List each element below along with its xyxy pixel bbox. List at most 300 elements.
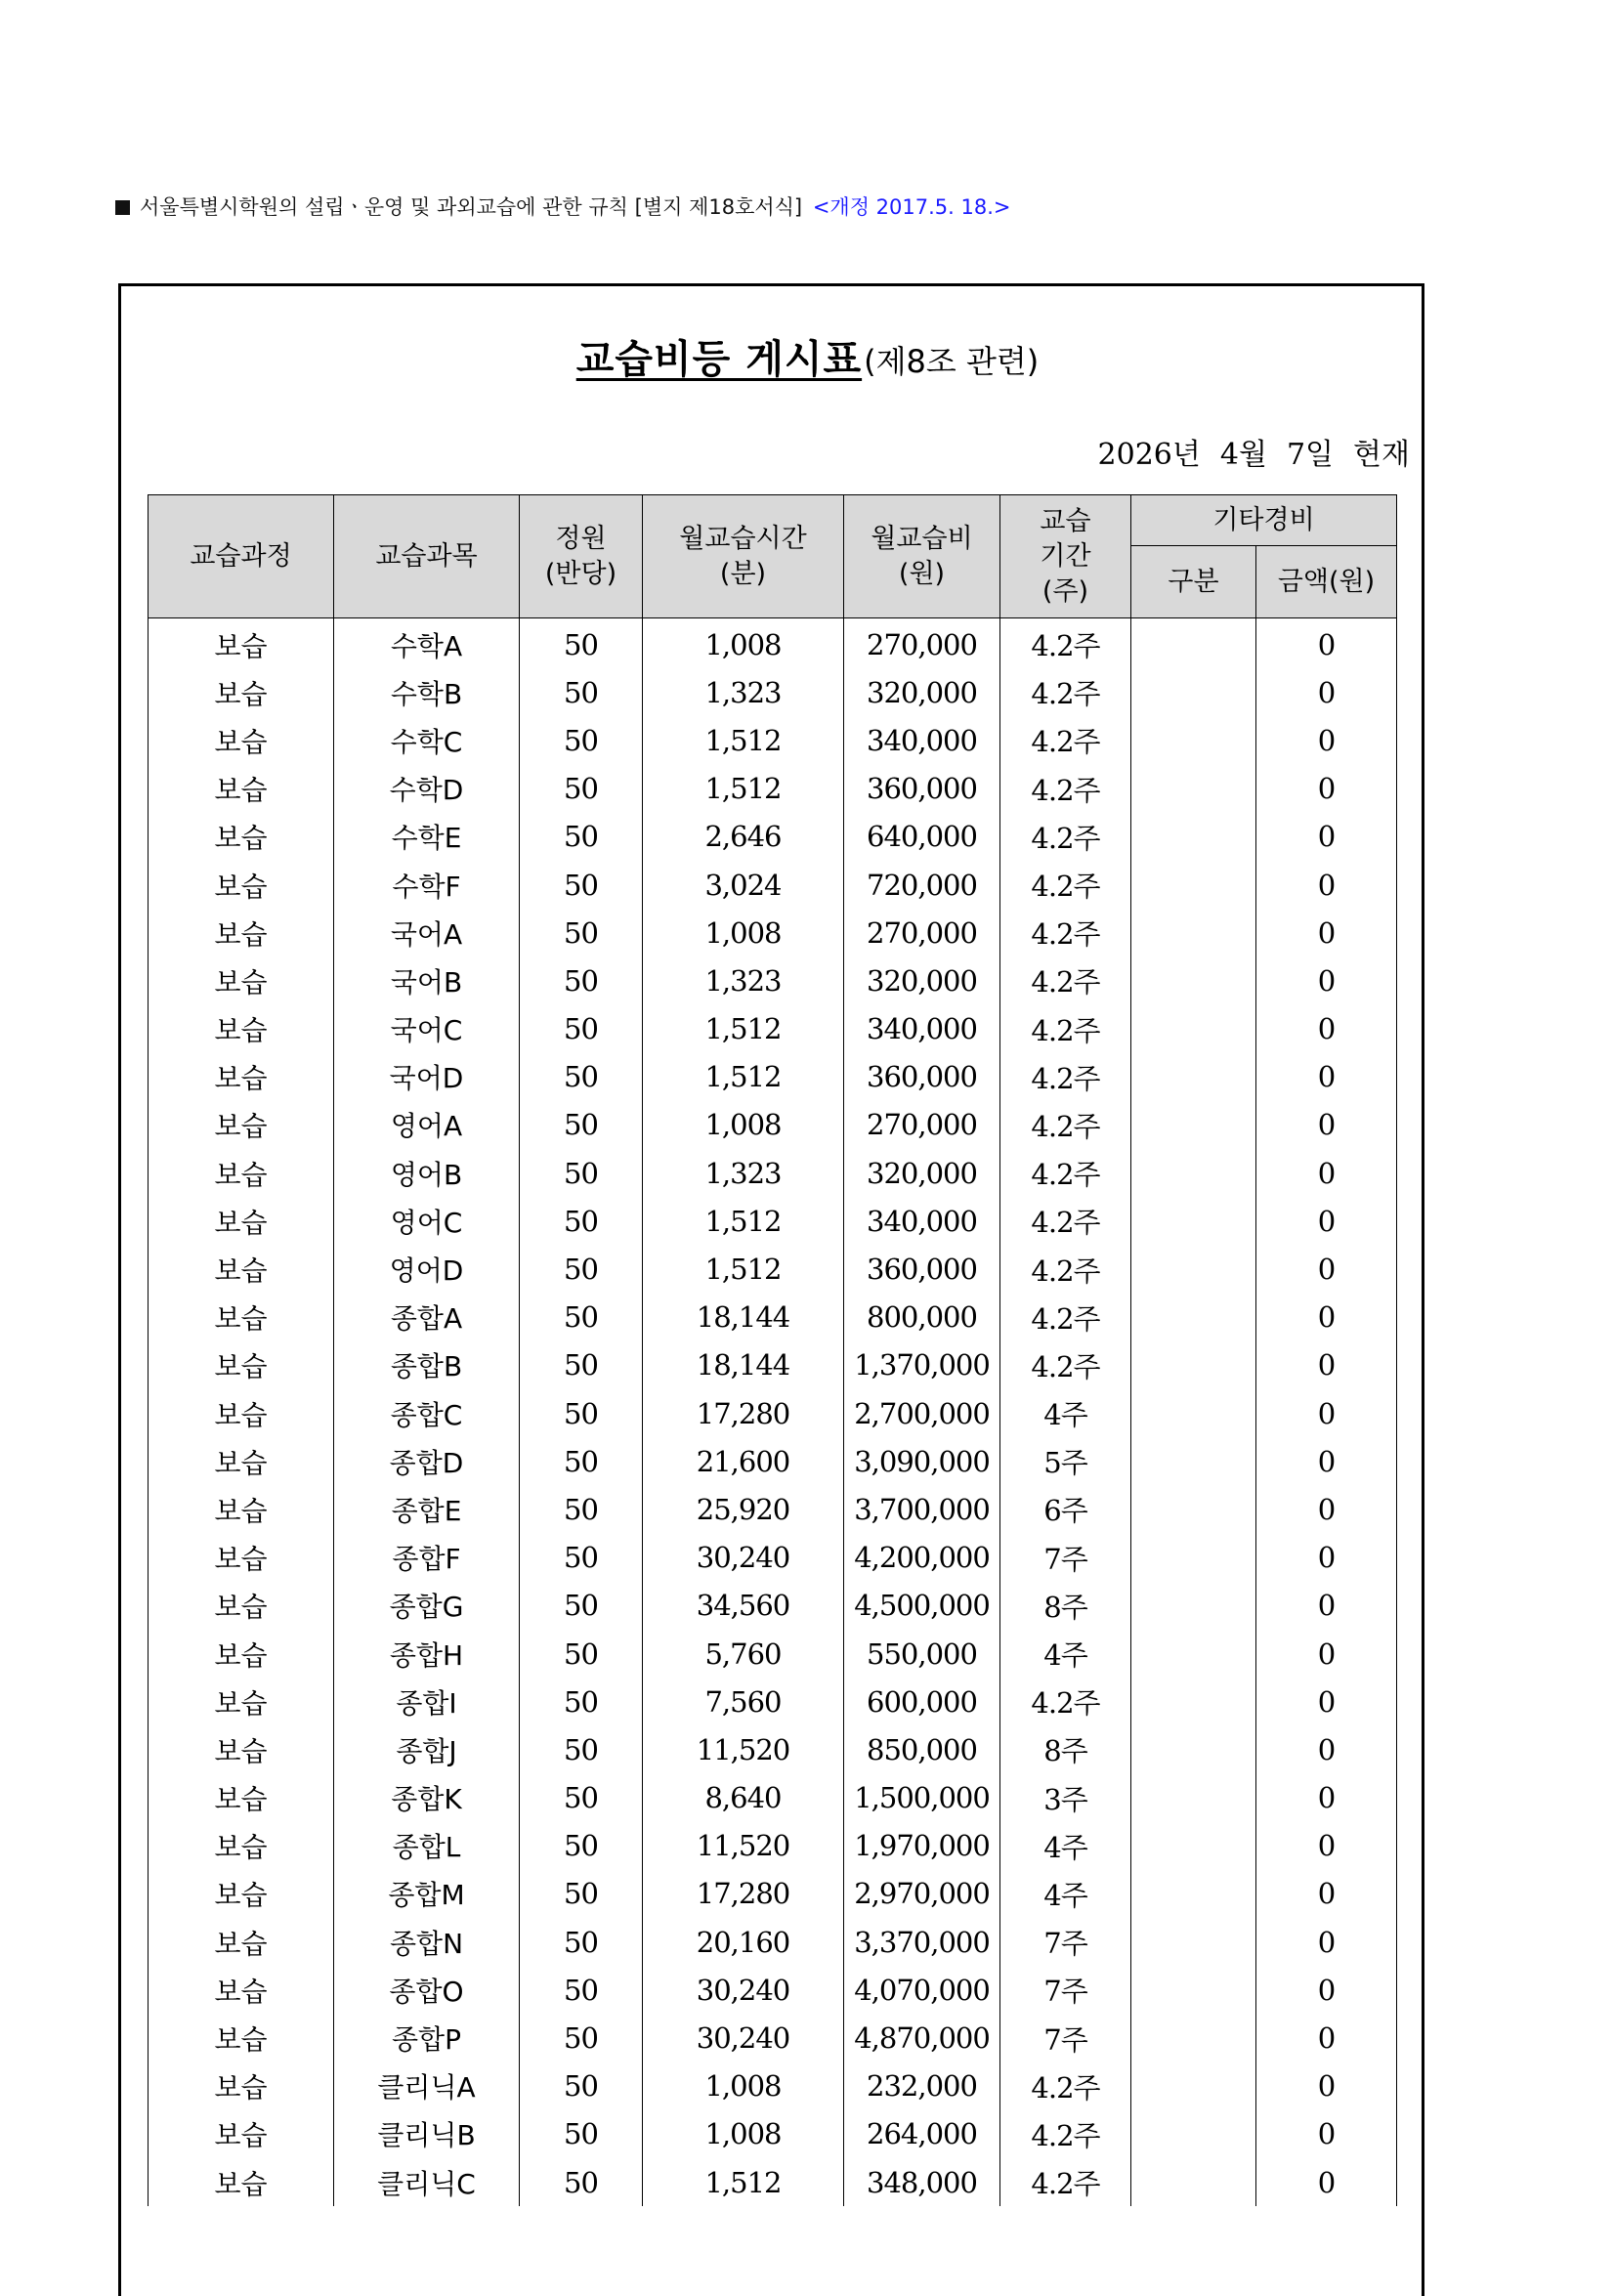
cell-course: 보습 <box>149 1485 334 1533</box>
cell-capacity: 50 <box>520 2062 643 2110</box>
cell-period: 4.2주 <box>1000 1197 1131 1245</box>
cell-capacity: 50 <box>520 765 643 813</box>
cell-period: 4.2주 <box>1000 813 1131 861</box>
header-fee: 월교습비 (원) <box>844 495 1000 618</box>
table-row <box>149 765 1397 813</box>
cell-course: 보습 <box>149 813 334 861</box>
date-month: 4월 <box>1219 438 1267 472</box>
cell-capacity: 50 <box>520 1197 643 1245</box>
table-body <box>149 618 1397 2207</box>
cell-period: 4.2주 <box>1000 716 1131 764</box>
cell-capacity: 50 <box>520 1005 643 1053</box>
cell-other-amount: 0 <box>1256 1053 1397 1101</box>
cell-other-type <box>1131 668 1256 716</box>
cell-subject: 수학A <box>334 618 520 669</box>
cell-course: 보습 <box>149 1966 334 2014</box>
cell-other-type <box>1131 716 1256 764</box>
cell-other-type <box>1131 1870 1256 1918</box>
cell-other-amount: 0 <box>1256 1197 1397 1245</box>
cell-other-amount: 0 <box>1256 1534 1397 1582</box>
cell-subject: 종합K <box>334 1774 520 1822</box>
cell-subject: 수학C <box>334 716 520 764</box>
cell-fee: 348,000 <box>844 2158 1000 2206</box>
cell-hours: 17,280 <box>643 1389 844 1437</box>
cell-fee: 1,370,000 <box>844 1341 1000 1389</box>
cell-other-amount: 0 <box>1256 668 1397 716</box>
cell-other-amount: 0 <box>1256 1918 1397 1966</box>
table-row <box>149 1678 1397 1725</box>
cell-course: 보습 <box>149 1245 334 1293</box>
cell-subject: 종합D <box>334 1437 520 1485</box>
header-course: 교습과정 <box>149 495 334 618</box>
cell-other-amount: 0 <box>1256 861 1397 909</box>
cell-period: 8주 <box>1000 1582 1131 1630</box>
header-period: 교습 기간 (주) <box>1000 495 1131 618</box>
cell-period: 4.2주 <box>1000 957 1131 1004</box>
title-main: 교습비등 게시표 <box>575 337 863 382</box>
cell-subject: 종합G <box>334 1582 520 1630</box>
table-row <box>149 1005 1397 1053</box>
cell-fee: 360,000 <box>844 765 1000 813</box>
cell-capacity: 50 <box>520 668 643 716</box>
cell-other-amount: 0 <box>1256 909 1397 957</box>
cell-hours: 30,240 <box>643 1966 844 2014</box>
cell-fee: 270,000 <box>844 618 1000 669</box>
cell-period: 4주 <box>1000 1389 1131 1437</box>
cell-course: 보습 <box>149 1197 334 1245</box>
cell-capacity: 50 <box>520 2110 643 2158</box>
date-suffix: 현재 <box>1353 438 1410 472</box>
cell-hours: 1,323 <box>643 957 844 1004</box>
cell-course: 보습 <box>149 1678 334 1725</box>
cell-capacity: 50 <box>520 1485 643 1533</box>
cell-period: 4.2주 <box>1000 618 1131 669</box>
cell-fee: 340,000 <box>844 1005 1000 1053</box>
table-row <box>149 1101 1397 1149</box>
cell-capacity: 50 <box>520 1918 643 1966</box>
cell-other-amount: 0 <box>1256 1005 1397 1053</box>
cell-fee: 270,000 <box>844 909 1000 957</box>
cell-other-type <box>1131 1485 1256 1533</box>
date-year: 2026년 <box>1097 438 1201 472</box>
cell-other-amount: 0 <box>1256 618 1397 669</box>
cell-hours: 8,640 <box>643 1774 844 1822</box>
cell-hours: 3,024 <box>643 861 844 909</box>
cell-capacity: 50 <box>520 909 643 957</box>
cell-period: 4.2주 <box>1000 2158 1131 2206</box>
cell-other-amount: 0 <box>1256 1630 1397 1678</box>
cell-period: 8주 <box>1000 1725 1131 1773</box>
cell-course: 보습 <box>149 2110 334 2158</box>
cell-period: 7주 <box>1000 1966 1131 2014</box>
cell-subject: 클리닉A <box>334 2062 520 2110</box>
table-row <box>149 1822 1397 1870</box>
cell-subject: 영어C <box>334 1197 520 1245</box>
cell-fee: 270,000 <box>844 1101 1000 1149</box>
cell-other-type <box>1131 1053 1256 1101</box>
cell-other-type <box>1131 765 1256 813</box>
cell-other-amount: 0 <box>1256 1294 1397 1341</box>
cell-course: 보습 <box>149 1005 334 1053</box>
table-row <box>149 1774 1397 1822</box>
table-row <box>149 2014 1397 2062</box>
cell-other-type <box>1131 1534 1256 1582</box>
cell-capacity: 50 <box>520 1870 643 1918</box>
table-row <box>149 1918 1397 1966</box>
cell-fee: 320,000 <box>844 1149 1000 1197</box>
cell-course: 보습 <box>149 1534 334 1582</box>
cell-other-type <box>1131 2014 1256 2062</box>
cell-hours: 18,144 <box>643 1341 844 1389</box>
cell-period: 4.2주 <box>1000 2062 1131 2110</box>
cell-subject: 클리닉C <box>334 2158 520 2206</box>
table-row <box>149 2110 1397 2158</box>
cell-course: 보습 <box>149 1437 334 1485</box>
cell-other-amount: 0 <box>1256 813 1397 861</box>
cell-capacity: 50 <box>520 2014 643 2062</box>
cell-period: 4.2주 <box>1000 1678 1131 1725</box>
cell-course: 보습 <box>149 1774 334 1822</box>
cell-subject: 영어A <box>334 1101 520 1149</box>
cell-fee: 850,000 <box>844 1725 1000 1773</box>
cell-period: 7주 <box>1000 1534 1131 1582</box>
cell-fee: 264,000 <box>844 2110 1000 2158</box>
cell-other-type <box>1131 1725 1256 1773</box>
cell-hours: 1,323 <box>643 668 844 716</box>
table-row <box>149 668 1397 716</box>
cell-hours: 17,280 <box>643 1870 844 1918</box>
cell-hours: 1,008 <box>643 618 844 669</box>
cell-other-amount: 0 <box>1256 1485 1397 1533</box>
cell-course: 보습 <box>149 1053 334 1101</box>
cell-fee: 360,000 <box>844 1245 1000 1293</box>
cell-other-type <box>1131 909 1256 957</box>
cell-fee: 2,700,000 <box>844 1389 1000 1437</box>
cell-capacity: 50 <box>520 1630 643 1678</box>
table-row <box>149 1053 1397 1101</box>
cell-fee: 4,500,000 <box>844 1582 1000 1630</box>
cell-period: 4.2주 <box>1000 2110 1131 2158</box>
cell-capacity: 50 <box>520 1053 643 1101</box>
cell-period: 4.2주 <box>1000 1149 1131 1197</box>
title-sub: (제8조 관련) <box>864 343 1040 380</box>
cell-fee: 800,000 <box>844 1294 1000 1341</box>
table-row <box>149 1389 1397 1437</box>
cell-subject: 국어C <box>334 1005 520 1053</box>
cell-other-type <box>1131 1582 1256 1630</box>
cell-other-type <box>1131 1149 1256 1197</box>
cell-period: 4.2주 <box>1000 1341 1131 1389</box>
cell-fee: 4,200,000 <box>844 1534 1000 1582</box>
cell-fee: 3,090,000 <box>844 1437 1000 1485</box>
table-row <box>149 716 1397 764</box>
cell-hours: 21,600 <box>643 1437 844 1485</box>
cell-period: 7주 <box>1000 2014 1131 2062</box>
as-of-date <box>1098 430 1410 473</box>
cell-other-amount: 0 <box>1256 1341 1397 1389</box>
cell-hours: 1,512 <box>643 1005 844 1053</box>
cell-fee: 720,000 <box>844 861 1000 909</box>
cell-other-amount: 0 <box>1256 1245 1397 1293</box>
cell-capacity: 50 <box>520 1725 643 1773</box>
table-row <box>149 2062 1397 2110</box>
table-row <box>149 1870 1397 1918</box>
table-row <box>149 957 1397 1004</box>
cell-hours: 30,240 <box>643 2014 844 2062</box>
cell-period: 6주 <box>1000 1485 1131 1533</box>
cell-subject: 종합I <box>334 1678 520 1725</box>
cell-hours: 1,008 <box>643 2062 844 2110</box>
cell-other-type <box>1131 813 1256 861</box>
cell-period: 4.2주 <box>1000 1294 1131 1341</box>
cell-subject: 종합P <box>334 2014 520 2062</box>
cell-course: 보습 <box>149 1294 334 1341</box>
cell-period: 4.2주 <box>1000 1053 1131 1101</box>
cell-hours: 1,512 <box>643 765 844 813</box>
cell-other-amount: 0 <box>1256 1774 1397 1822</box>
table-row <box>149 1534 1397 1582</box>
cell-subject: 국어A <box>334 909 520 957</box>
table-row <box>149 1630 1397 1678</box>
table-row <box>149 2158 1397 2206</box>
cell-other-amount: 0 <box>1256 716 1397 764</box>
cell-subject: 종합A <box>334 1294 520 1341</box>
cell-fee: 1,500,000 <box>844 1774 1000 1822</box>
cell-other-type <box>1131 1774 1256 1822</box>
cell-subject: 종합J <box>334 1725 520 1773</box>
cell-subject: 종합N <box>334 1918 520 1966</box>
cell-other-type <box>1131 2110 1256 2158</box>
cell-other-amount: 0 <box>1256 2062 1397 2110</box>
cell-hours: 1,008 <box>643 909 844 957</box>
cell-course: 보습 <box>149 1389 334 1437</box>
cell-course: 보습 <box>149 1630 334 1678</box>
cell-other-type <box>1131 1966 1256 2014</box>
cell-period: 4주 <box>1000 1630 1131 1678</box>
cell-hours: 1,008 <box>643 2110 844 2158</box>
table-row <box>149 1341 1397 1389</box>
cell-fee: 4,070,000 <box>844 1966 1000 2014</box>
cell-hours: 1,323 <box>643 1149 844 1197</box>
cell-subject: 수학F <box>334 861 520 909</box>
cell-course: 보습 <box>149 1341 334 1389</box>
cell-hours: 1,512 <box>643 1245 844 1293</box>
cell-other-type <box>1131 2158 1256 2206</box>
table-row <box>149 1197 1397 1245</box>
date-day: 7일 <box>1286 438 1335 472</box>
cell-hours: 1,512 <box>643 1053 844 1101</box>
fee-table <box>148 494 1397 2206</box>
cell-capacity: 50 <box>520 1341 643 1389</box>
cell-other-type <box>1131 1005 1256 1053</box>
cell-fee: 640,000 <box>844 813 1000 861</box>
cell-subject: 수학E <box>334 813 520 861</box>
cell-subject: 국어B <box>334 957 520 1004</box>
cell-other-amount: 0 <box>1256 1678 1397 1725</box>
cell-capacity: 50 <box>520 1294 643 1341</box>
cell-capacity: 50 <box>520 1389 643 1437</box>
cell-course: 보습 <box>149 2158 334 2206</box>
cell-subject: 수학B <box>334 668 520 716</box>
cell-other-type <box>1131 861 1256 909</box>
cell-period: 7주 <box>1000 1918 1131 1966</box>
cell-other-amount: 0 <box>1256 1725 1397 1773</box>
cell-other-type <box>1131 1294 1256 1341</box>
cell-course: 보습 <box>149 1725 334 1773</box>
cell-other-amount: 0 <box>1256 1822 1397 1870</box>
cell-course: 보습 <box>149 716 334 764</box>
cell-other-amount: 0 <box>1256 1389 1397 1437</box>
cell-other-type <box>1131 1630 1256 1678</box>
cell-fee: 340,000 <box>844 716 1000 764</box>
cell-other-type <box>1131 1437 1256 1485</box>
cell-subject: 종합H <box>334 1630 520 1678</box>
revision-note: <개정 2017.5. 18.> <box>812 195 1011 219</box>
cell-other-type <box>1131 1918 1256 1966</box>
cell-fee: 3,370,000 <box>844 1918 1000 1966</box>
header-other-amount: 금액(원) <box>1256 546 1397 618</box>
regulation-header <box>115 191 1011 221</box>
cell-hours: 1,512 <box>643 716 844 764</box>
cell-fee: 320,000 <box>844 668 1000 716</box>
cell-capacity: 50 <box>520 1678 643 1725</box>
cell-capacity: 50 <box>520 1101 643 1149</box>
table-row <box>149 1966 1397 2014</box>
table-row <box>149 1294 1397 1341</box>
cell-course: 보습 <box>149 618 334 669</box>
table-row <box>149 1245 1397 1293</box>
cell-course: 보습 <box>149 861 334 909</box>
table-row <box>149 1485 1397 1533</box>
cell-course: 보습 <box>149 1582 334 1630</box>
cell-course: 보습 <box>149 668 334 716</box>
cell-course: 보습 <box>149 2014 334 2062</box>
cell-hours: 11,520 <box>643 1822 844 1870</box>
cell-subject: 클리닉B <box>334 2110 520 2158</box>
cell-capacity: 50 <box>520 1966 643 2014</box>
cell-fee: 3,700,000 <box>844 1485 1000 1533</box>
cell-other-amount: 0 <box>1256 2110 1397 2158</box>
cell-period: 4.2주 <box>1000 1101 1131 1149</box>
cell-period: 4.2주 <box>1000 861 1131 909</box>
cell-hours: 1,008 <box>643 1101 844 1149</box>
cell-other-type <box>1131 618 1256 669</box>
cell-fee: 600,000 <box>844 1678 1000 1725</box>
cell-course: 보습 <box>149 1870 334 1918</box>
table-row <box>149 813 1397 861</box>
cell-hours: 1,512 <box>643 1197 844 1245</box>
cell-capacity: 50 <box>520 861 643 909</box>
cell-period: 4주 <box>1000 1870 1131 1918</box>
cell-capacity: 50 <box>520 1149 643 1197</box>
cell-fee: 232,000 <box>844 2062 1000 2110</box>
cell-other-amount: 0 <box>1256 1966 1397 2014</box>
table-header <box>149 495 1397 618</box>
table-row <box>149 1437 1397 1485</box>
cell-capacity: 50 <box>520 716 643 764</box>
cell-other-amount: 0 <box>1256 1582 1397 1630</box>
cell-subject: 영어D <box>334 1245 520 1293</box>
cell-other-amount: 0 <box>1256 765 1397 813</box>
cell-course: 보습 <box>149 1822 334 1870</box>
cell-course: 보습 <box>149 1149 334 1197</box>
cell-other-type <box>1131 1101 1256 1149</box>
cell-subject: 종합F <box>334 1534 520 1582</box>
cell-period: 3주 <box>1000 1774 1131 1822</box>
cell-other-amount: 0 <box>1256 2158 1397 2206</box>
cell-other-amount: 0 <box>1256 1149 1397 1197</box>
cell-other-type <box>1131 2062 1256 2110</box>
cell-hours: 18,144 <box>643 1294 844 1341</box>
cell-hours: 1,512 <box>643 2158 844 2206</box>
square-bullet-icon <box>115 200 130 215</box>
cell-capacity: 50 <box>520 957 643 1004</box>
cell-capacity: 50 <box>520 1534 643 1582</box>
cell-hours: 25,920 <box>643 1485 844 1533</box>
cell-other-type <box>1131 1822 1256 1870</box>
table-row <box>149 861 1397 909</box>
cell-subject: 수학D <box>334 765 520 813</box>
cell-subject: 종합E <box>334 1485 520 1533</box>
cell-hours: 11,520 <box>643 1725 844 1773</box>
cell-subject: 종합M <box>334 1870 520 1918</box>
cell-fee: 4,870,000 <box>844 2014 1000 2062</box>
cell-hours: 2,646 <box>643 813 844 861</box>
cell-other-amount: 0 <box>1256 1437 1397 1485</box>
cell-other-type <box>1131 1197 1256 1245</box>
cell-period: 5주 <box>1000 1437 1131 1485</box>
cell-other-type <box>1131 1341 1256 1389</box>
cell-period: 4주 <box>1000 1822 1131 1870</box>
table-row <box>149 1582 1397 1630</box>
cell-other-amount: 0 <box>1256 2014 1397 2062</box>
cell-period: 4.2주 <box>1000 1005 1131 1053</box>
cell-course: 보습 <box>149 765 334 813</box>
header-other-costs: 기타경비 <box>1131 495 1397 546</box>
cell-fee: 320,000 <box>844 957 1000 1004</box>
cell-other-type <box>1131 1389 1256 1437</box>
cell-other-amount: 0 <box>1256 957 1397 1004</box>
cell-course: 보습 <box>149 957 334 1004</box>
cell-other-amount: 0 <box>1256 1101 1397 1149</box>
regulation-text: 서울특별시학원의 설립ㆍ운영 및 과외교습에 관한 규칙 [별지 제18호서식] <box>140 195 803 219</box>
cell-other-type <box>1131 1245 1256 1293</box>
cell-other-type <box>1131 957 1256 1004</box>
cell-course: 보습 <box>149 1918 334 1966</box>
cell-fee: 550,000 <box>844 1630 1000 1678</box>
table-row <box>149 618 1397 669</box>
table-row <box>149 909 1397 957</box>
cell-capacity: 50 <box>520 618 643 669</box>
cell-hours: 5,760 <box>643 1630 844 1678</box>
cell-period: 4.2주 <box>1000 909 1131 957</box>
cell-capacity: 50 <box>520 1582 643 1630</box>
cell-fee: 2,970,000 <box>844 1870 1000 1918</box>
cell-hours: 30,240 <box>643 1534 844 1582</box>
header-hours: 월교습시간 (분) <box>643 495 844 618</box>
cell-subject: 종합C <box>334 1389 520 1437</box>
cell-period: 4.2주 <box>1000 668 1131 716</box>
cell-capacity: 50 <box>520 1774 643 1822</box>
cell-fee: 360,000 <box>844 1053 1000 1101</box>
cell-period: 4.2주 <box>1000 765 1131 813</box>
cell-capacity: 50 <box>520 813 643 861</box>
cell-course: 보습 <box>149 909 334 957</box>
header-capacity: 정원 (반당) <box>520 495 643 618</box>
cell-capacity: 50 <box>520 2158 643 2206</box>
cell-subject: 국어D <box>334 1053 520 1101</box>
cell-other-amount: 0 <box>1256 1870 1397 1918</box>
